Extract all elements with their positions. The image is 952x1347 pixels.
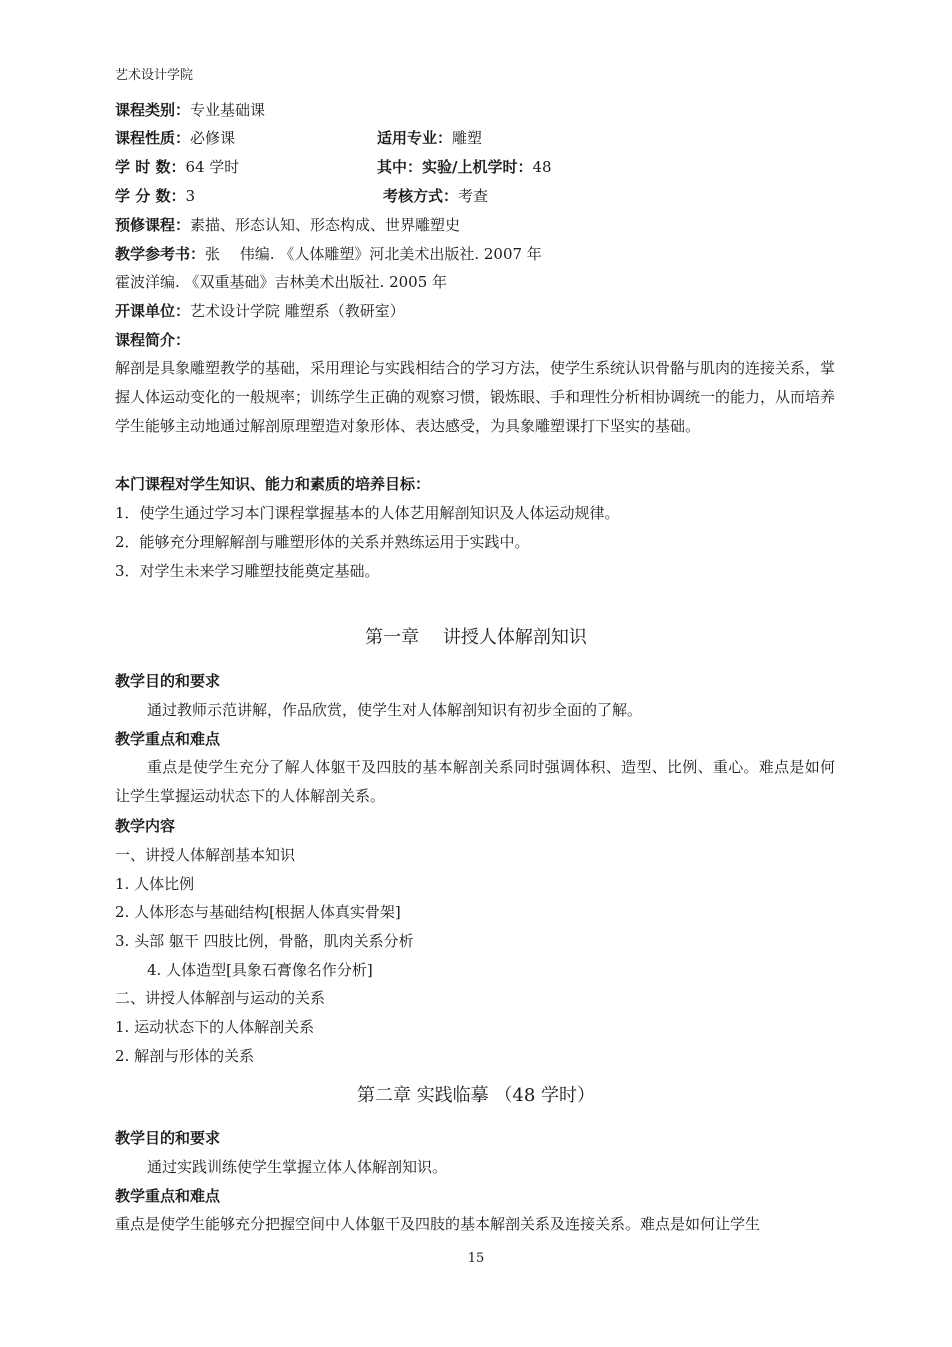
- chapter1-aim-label: 教学目的和要求: [115, 672, 221, 690]
- hours-value: 64 学时: [185, 158, 240, 176]
- intro-text: 解剖是具象雕塑教学的基础，采用理论与实践相结合的学习方法，使学生系统认识骨骼与肌肉的连接关系，掌握人体运动变化的一般规率；训练学生正确的观察习惯，锻炼眼、手和理性分析相协调统一的能力，从而培养学生能够主动地通过解剖原理塑造对象形体、表达感受，为具象雕塑课打下坚实的基础。: [115, 359, 836, 435]
- course-major: [377, 128, 482, 148]
- course-references: [115, 244, 542, 264]
- content-item: 2. 解剖与形体的关系: [115, 1047, 255, 1065]
- course-assessment: [383, 186, 488, 206]
- credits-value: 3: [185, 187, 195, 205]
- prereq-value: 素描、形态认知、形态构成、世界雕塑史: [190, 216, 461, 234]
- chapter1-content-label: 教学内容: [115, 817, 176, 835]
- content-item: 1. 运动状态下的人体解剖关系: [115, 1018, 315, 1036]
- goal-item-3: 3．对学生未来学习雕塑技能奠定基础。: [115, 562, 380, 580]
- page-header: 艺术设计学院: [115, 68, 194, 83]
- chapter2-aim-label: 教学目的和要求: [115, 1129, 221, 1147]
- credits-label: 学 分 数：: [115, 187, 186, 205]
- chapter1-title: 第一章 讲授人体解剖知识: [365, 627, 587, 648]
- assess-label: 考核方式：: [383, 187, 459, 205]
- chapter1-key-label: 教学重点和难点: [115, 730, 221, 748]
- nature-value: 必修课: [190, 129, 236, 147]
- content-item: 2. 人体形态与基础结构[根据人体真实骨架]: [115, 903, 401, 921]
- ref-label: 教学参考书：: [115, 245, 206, 263]
- assess-value: 考查: [458, 187, 489, 205]
- unit-label: 开课单位：: [115, 302, 191, 320]
- content-item: 4. 人体造型[具象石膏像名作分析]: [147, 961, 373, 979]
- chapter1-aim-text: 通过教师示范讲解，作品欣赏，使学生对人体解剖知识有初步全面的了解。: [147, 701, 643, 719]
- course-nature: [115, 128, 235, 148]
- content-item: 一、讲授人体解剖基本知识: [115, 846, 296, 864]
- nature-label: 课程性质：: [115, 129, 191, 147]
- goal-item-1: 1．使学生通过学习本门课程掌握基本的人体艺用解剖知识及人体运动规律。: [115, 504, 620, 522]
- course-category: [115, 100, 265, 120]
- intro-label: 课程简介：: [115, 331, 191, 349]
- page-number: 15: [467, 1251, 485, 1266]
- major-label: 适用专业：: [377, 129, 453, 147]
- category-value: 专业基础课: [190, 101, 266, 119]
- chapter2-title: 第二章 实践临摹 （48 学时）: [356, 1085, 596, 1106]
- chapter2-key-label: 教学重点和难点: [115, 1187, 221, 1205]
- hours-label: 学 时 数：: [115, 158, 186, 176]
- ref-value-2: 霍波洋编. 《双重基础》吉林美术出版社. 2005 年: [115, 273, 448, 291]
- ref-value-1: 张 伟编. 《人体雕塑》河北美术出版社. 2007 年: [205, 245, 542, 263]
- goals-title: 本门课程对学生知识、能力和素质的培养目标：: [115, 475, 431, 493]
- major-value: 雕塑: [452, 129, 483, 147]
- chapter2-key-text: 重点是使学生能够充分把握空间中人体躯干及四肢的基本解剖关系及连接关系。难点是如何让学生: [115, 1215, 761, 1233]
- course-unit: [115, 301, 405, 321]
- content-item: 二、讲授人体解剖与运动的关系: [115, 989, 326, 1007]
- content-item: 1. 人体比例: [115, 875, 195, 893]
- chapter1-key-text: 重点是使学生充分了解人体躯干及四肢的基本解剖关系同时强调体积、造型、比例、重心。难点是如何让学生掌握运动状态下的人体解剖关系。: [115, 758, 835, 805]
- chapter2-aim-text: 通过实践训练使学生掌握立体人体解剖知识。: [147, 1158, 448, 1176]
- course-credits: [115, 186, 195, 206]
- goal-item-2: 2．能够充分理解解剖与雕塑形体的关系并熟练运用于实践中。: [115, 533, 530, 551]
- lab-label: 其中：实验/上机学时：: [377, 158, 533, 176]
- course-prerequisites: [115, 215, 460, 235]
- content-item: 3. 头部 躯干 四肢比例，骨骼，肌肉关系分析: [115, 932, 414, 950]
- unit-value: 艺术设计学院 雕塑系（教研室）: [190, 302, 405, 320]
- prereq-label: 预修课程：: [115, 216, 191, 234]
- lab-value: 48: [532, 158, 552, 176]
- category-label: 课程类别：: [115, 101, 191, 119]
- course-lab-hours: [377, 157, 552, 177]
- course-hours: [115, 157, 239, 177]
